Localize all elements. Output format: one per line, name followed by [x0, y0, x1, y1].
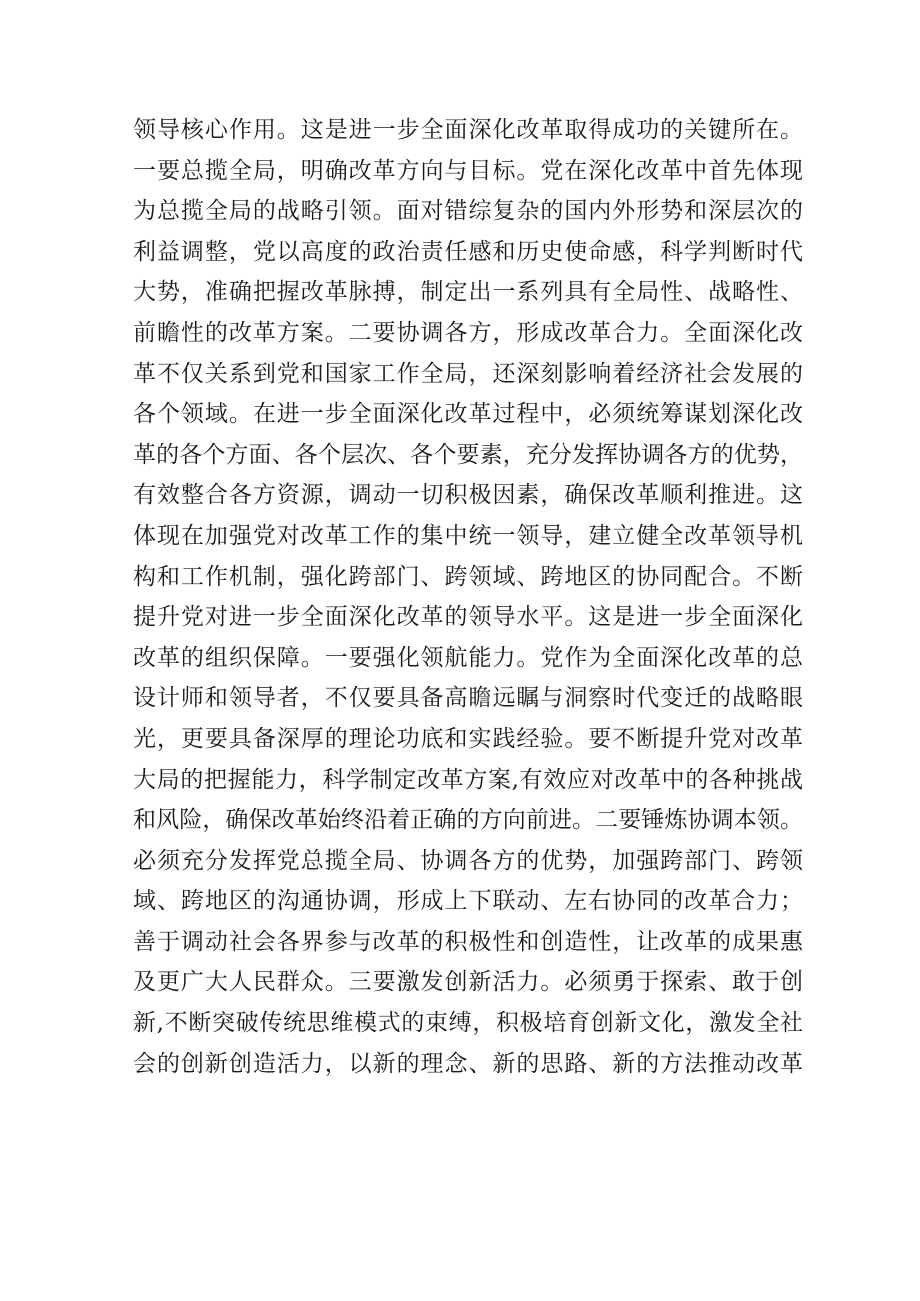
- text-line: 及更广大人民群众。三要激发创新活力。必须勇于探索、敢于创: [133, 969, 803, 996]
- text-line: 体现在加强党对改革工作的集中统一领导，建立健全改革领导机: [133, 522, 803, 549]
- text-line: 领导核心作用。这是进一步全面深化改革取得成功的关键所在。: [133, 117, 803, 143]
- text-line: 新,不断突破传统思维模式的束缚，积极培育创新文化，激发全社: [133, 1010, 803, 1037]
- text-line: 大局的把握能力，科学制定改革方案,有效应对改革中的各种挑战: [133, 766, 803, 793]
- text-line: 改革的组织保障。一要强化领航能力。党作为全面深化改革的总: [133, 644, 803, 671]
- text-line: 会的创新创造活力，以新的理念、新的思路、新的方法推动改革: [133, 1050, 803, 1077]
- text-line: 和风险，确保改革始终沿着正确的方向前进。二要锤炼协调本领。: [133, 807, 803, 834]
- text-line: 善于调动社会各界参与改革的积极性和创造性，让改革的成果惠: [133, 928, 803, 955]
- text-line: 构和工作机制，强化跨部门、跨领域、跨地区的协同配合。不断: [133, 563, 803, 590]
- text-line: 设计师和领导者，不仅要具备高瞻远瞩与洞察时代变迁的战略眼: [133, 685, 803, 712]
- text-line: 利益调整，党以高度的政治责任感和历史使命感，科学判断时代: [133, 238, 803, 265]
- text-line: 革的各个方面、各个层次、各个要素，充分发挥协调各方的优势，: [133, 441, 803, 468]
- text-line: 光，更要具备深厚的理论功底和实践经验。要不断提升党对改革: [133, 725, 803, 752]
- text-line: 为总揽全局的战略引领。面对错综复杂的国内外形势和深层次的: [133, 198, 803, 225]
- text-line: 大势，准确把握改革脉搏，制定出一系列具有全局性、战略性、: [133, 279, 803, 306]
- text-line: 革不仅关系到党和国家工作全局，还深刻影响着经济社会发展的: [133, 360, 803, 387]
- text-line: 各个领域。在进一步全面深化改革过程中，必须统筹谋划深化改: [133, 401, 803, 428]
- text-line: 一要总揽全局，明确改革方向与目标。党在深化改革中首先体现: [133, 157, 803, 184]
- text-line: 域、跨地区的沟通协调，形成上下联动、左右协同的改革合力；: [133, 888, 803, 915]
- text-line: 必须充分发挥党总揽全局、协调各方的优势，加强跨部门、跨领: [133, 847, 803, 874]
- text-line: 提升党对进一步全面深化改革的领导水平。这是进一步全面深化: [133, 604, 803, 631]
- text-line: 有效整合各方资源，调动一切积极因素，确保改革顺利推进。这: [133, 482, 803, 509]
- body-text: [133, 110, 803, 1084]
- text-line: 前瞻性的改革方案。二要协调各方，形成改革合力。全面深化改: [133, 319, 803, 346]
